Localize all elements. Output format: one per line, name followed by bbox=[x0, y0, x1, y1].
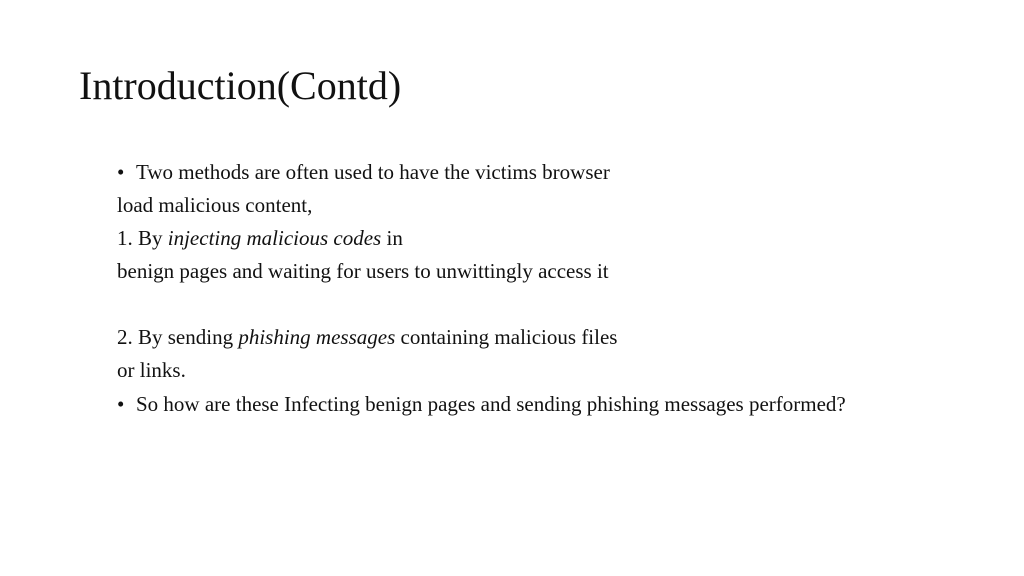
body-line-links: or links. bbox=[117, 358, 186, 382]
body-line-load: load malicious content, bbox=[117, 193, 313, 217]
method-two-emphasis: phishing messages bbox=[238, 325, 396, 349]
method-one-prefix: 1. By bbox=[117, 226, 168, 250]
method-one-suffix: in bbox=[381, 226, 403, 250]
body-line-benign: benign pages and waiting for users to unwittingly access it bbox=[117, 259, 609, 283]
slide-body bbox=[117, 156, 945, 417]
bullet-text-question: So how are these Infecting benign pages and sending phishing messages performed? bbox=[136, 392, 846, 416]
method-two-line bbox=[117, 321, 945, 354]
slide-title: Introduction(Contd) bbox=[79, 63, 402, 108]
bullet-item-question bbox=[117, 391, 945, 417]
spacer bbox=[117, 288, 945, 321]
bullet-dot: • bbox=[117, 392, 125, 416]
method-one-line bbox=[117, 222, 945, 255]
method-two-suffix: containing malicious files bbox=[395, 325, 618, 349]
bullet-dot: • bbox=[117, 160, 125, 184]
bullet-item-methods bbox=[117, 156, 945, 189]
method-two-prefix: 2. By sending bbox=[117, 325, 239, 349]
method-one-emphasis: injecting malicious codes bbox=[167, 226, 382, 250]
bullet-text-methods: Two methods are often used to have the victims browser bbox=[136, 160, 610, 184]
